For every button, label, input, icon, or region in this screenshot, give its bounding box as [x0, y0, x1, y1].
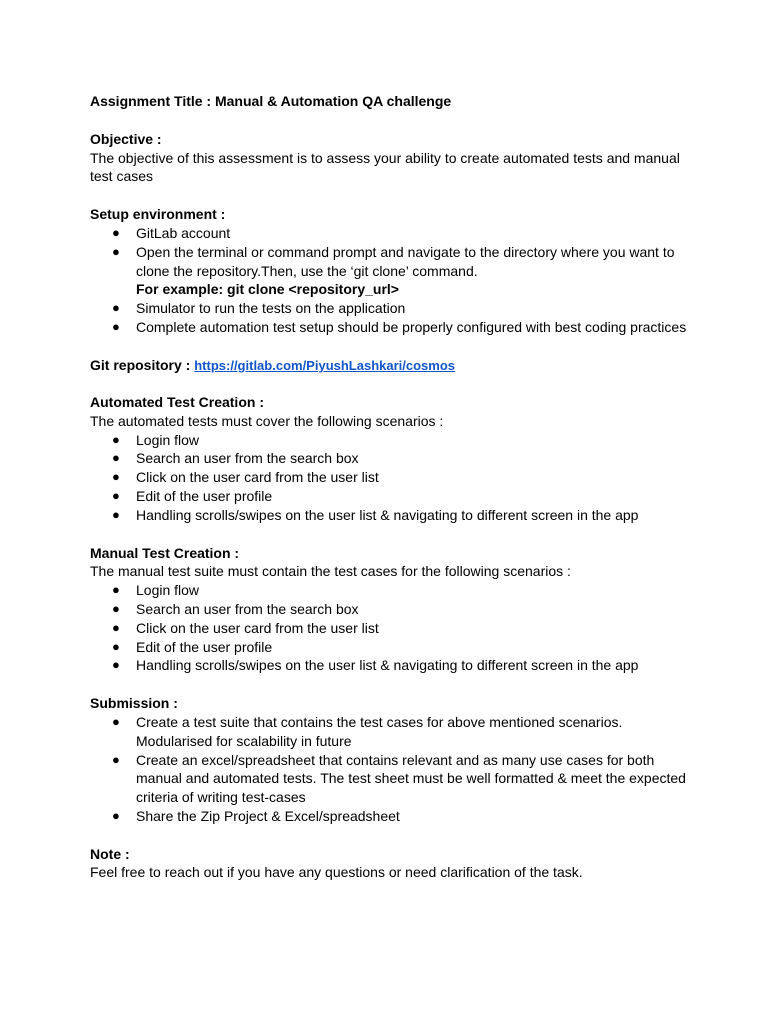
note-text: Feel free to reach out if you have any questions or need clarification of the task.	[90, 864, 583, 880]
bullet-icon: ●	[112, 300, 120, 315]
submission-item: Create a test suite that contains the test cases for above mentioned scenarios.	[136, 714, 623, 730]
automated-item: Handling scrolls/swipes on the user list & navigating to different screen in the app	[136, 507, 639, 523]
bullet-icon: ●	[112, 450, 120, 465]
automated-item: Click on the user card from the user list	[136, 469, 379, 485]
submission-item: Share the Zip Project & Excel/spreadsheet	[136, 808, 400, 824]
bullet-icon: ●	[112, 657, 120, 672]
setup-item-continued: clone the repository.Then, use the ‘git clone’ command.	[136, 263, 478, 279]
objective-text-line: The objective of this assessment is to assess your ability to create automated tests and manual	[90, 150, 680, 166]
manual-item: Search an user from the search box	[136, 601, 359, 617]
git-repository-label: Git repository :	[90, 357, 195, 373]
bullet-icon: ●	[112, 432, 120, 447]
setup-item: Open the terminal or command prompt and navigate to the directory where you want to	[136, 244, 675, 260]
bullet-icon: ●	[112, 601, 120, 616]
manual-item: Handling scrolls/swipes on the user list & navigating to different screen in the app	[136, 657, 639, 673]
automated-heading: Automated Test Creation :	[90, 394, 264, 410]
assignment-title-label: Assignment Title :	[90, 93, 215, 109]
submission-item: Create an excel/spreadsheet that contains relevant and as many use cases for both	[136, 752, 655, 768]
bullet-icon: ●	[112, 244, 120, 259]
bullet-icon: ●	[112, 225, 120, 240]
note-heading: Note :	[90, 846, 130, 862]
manual-heading: Manual Test Creation :	[90, 545, 240, 561]
submission-item-continued: criteria of writing test-cases	[136, 789, 306, 805]
automated-item: Edit of the user profile	[136, 488, 273, 504]
bullet-icon: ●	[112, 582, 120, 597]
manual-intro: The manual test suite must contain the test cases for the following scenarios :	[90, 563, 571, 579]
manual-item: Login flow	[136, 582, 200, 598]
automated-item: Login flow	[136, 432, 200, 448]
assignment-title-value: Manual & Automation QA challenge	[214, 93, 452, 109]
submission-item-continued: manual and automated tests. The test sheet must be well formatted & meet the expected	[136, 770, 686, 786]
bullet-icon: ●	[112, 808, 120, 823]
setup-heading: Setup environment :	[90, 206, 226, 222]
automated-intro: The automated tests must cover the following scenarios :	[90, 413, 444, 429]
automated-item: Search an user from the search box	[136, 450, 359, 466]
bullet-icon: ●	[112, 469, 120, 484]
bullet-icon: ●	[112, 620, 120, 635]
bullet-icon: ●	[112, 639, 120, 654]
bullet-icon: ●	[112, 488, 120, 503]
git-repository	[90, 356, 455, 374]
setup-item: GitLab account	[136, 225, 231, 241]
bullet-icon: ●	[112, 752, 120, 767]
bullet-icon: ●	[112, 714, 120, 729]
manual-item: Edit of the user profile	[136, 639, 273, 655]
assignment-title	[90, 92, 451, 110]
bullet-icon: ●	[112, 319, 120, 334]
bullet-icon: ●	[112, 507, 120, 522]
objective-heading: Objective :	[90, 131, 162, 147]
objective-text-line: test cases	[90, 168, 154, 184]
setup-item: Complete automation test setup should be properly configured with best coding practices	[136, 319, 687, 335]
setup-example: For example: git clone <repository_url>	[136, 281, 399, 297]
git-repository-link[interactable]: https://gitlab.com/PiyushLashkari/cosmos	[194, 358, 456, 373]
submission-heading: Submission :	[90, 695, 178, 711]
setup-item: Simulator to run the tests on the application	[136, 300, 406, 316]
manual-item: Click on the user card from the user list	[136, 620, 379, 636]
submission-item-continued: Modularised for scalability in future	[136, 733, 352, 749]
